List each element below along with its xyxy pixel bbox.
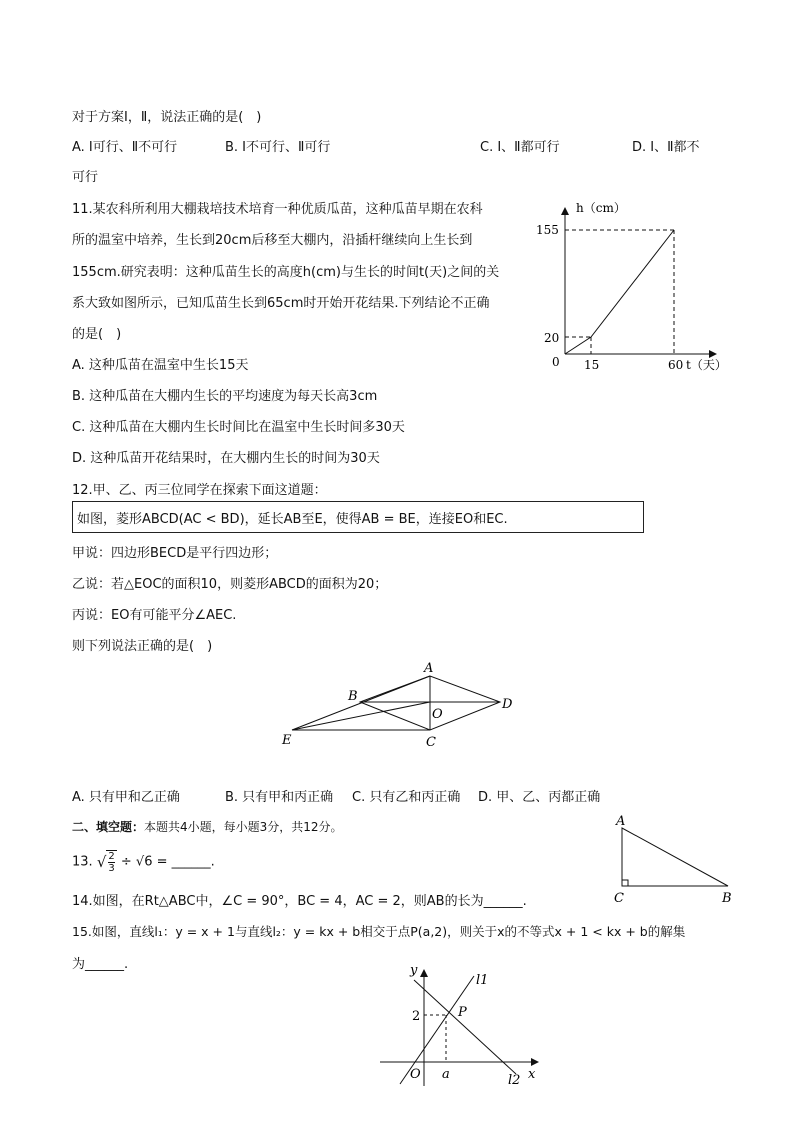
q11-option-a: A. 这种瓜苗在温室中生长15天 [72,358,249,373]
q12-ask: 则下列说法正确的是( ) [72,639,213,654]
q11-line-4: 系大致如图所示，已知瓜苗生长到65cm时开始开花结果.下列结论不正确 [72,296,490,311]
q12-intro: 12.甲、乙、丙三位同学在探索下面这道题： [72,483,327,498]
label-b: B [348,689,358,704]
section-desc: 本题共4小题，每小题3分，共12分。 [144,820,343,834]
growth-graph [536,196,740,376]
label-a: a [442,1067,450,1082]
label-e: E [282,733,292,748]
q10-option-b: B. Ⅰ不可行、Ⅱ可行 [225,140,331,155]
q11-line-2: 所的温室中培养，生长到20cm后移至大棚内，沿插杆继续向上生长到 [72,233,473,248]
label-p: P [458,1005,467,1020]
q12-option-c: C. 只有乙和丙正确 [352,790,461,805]
x-tick-15: 15 [584,358,600,372]
q13-line [72,850,215,874]
growth-line [565,230,674,354]
q11-line-1: 11.某农科所利用大棚栽培技术培育一种优质瓜苗，这种瓜苗早期在农科 [72,202,483,217]
x-axis-label: t（天） [686,358,727,372]
label-2: 2 [412,1009,421,1024]
label-l2: l2 [508,1073,521,1088]
label-c: C [426,735,436,750]
lines-figure [372,962,552,1092]
q15-line-1: 15.如图，直线l₁：y = x + 1与直线l₂：y = kx + b相交于点P(a,2)，则关于x的不等式x + 1 < kx + b的解集 [72,924,686,939]
triangle-figure [606,812,746,908]
q13-rest: ÷ √6 = ______. [120,854,215,870]
line-l2 [414,980,516,1074]
q12-problem-box [72,501,644,533]
label-x: x [528,1067,536,1082]
q11-option-b: B. 这种瓜苗在大棚内生长的平均速度为每天长高3cm [72,389,378,404]
q11-option-d: D. 这种瓜苗开花结果时，在大棚内生长的时间为30天 [72,451,380,466]
q12-option-d: D. 甲、乙、丙都正确 [478,790,601,805]
q13-fraction [106,850,116,874]
q12-jia: 甲说：四边形BECD是平行四边形； [72,546,278,561]
label-l1: l1 [476,973,489,988]
q11-line-5: 的是( ) [72,327,122,342]
q13-number: 13. [72,854,93,870]
q12-problem-text: 如图，菱形ABCD(AC < BD)，延长AB至E，使得AB = BE，连接EO和EC. [77,512,508,527]
y-tick-155: 155 [536,223,559,237]
y-axis-label: h（cm） [576,201,626,215]
frac-num: 2 [108,851,115,862]
label-o: O [410,1067,421,1082]
x-tick-60: 60 [668,358,684,372]
q12-option-b: B. 只有甲和丙正确 [225,790,334,805]
y-tick-20: 20 [544,331,560,345]
q10-option-c: C. Ⅰ、Ⅱ都可行 [480,140,560,155]
rhombus-figure [270,656,530,756]
origin-label: 0 [552,355,560,369]
label-d: D [502,697,513,712]
tri-label-c: C [614,891,624,906]
sqrt-sign: √ [96,853,107,871]
section-heading [72,818,343,835]
label-o: O [432,707,443,722]
label-a: A [424,661,434,676]
q15-line-2: 为______. [72,957,129,972]
tri-label-a: A [616,814,626,829]
label-y: y [410,963,418,978]
q11-option-c: C. 这种瓜苗在大棚内生长时间比在温室中生长时间多30天 [72,420,405,435]
q12-bing: 丙说：EO有可能平分∠AEC. [72,608,237,623]
q10-option-a: A. Ⅰ可行、Ⅱ不可行 [72,140,178,155]
q10-prompt: 对于方案Ⅰ，Ⅱ，说法正确的是( ) [72,110,262,125]
q11-line-3: 155cm.研究表明：这种瓜苗生长的高度h(cm)与生长的时间t(天)之间的关 [72,265,500,280]
q10-option-d-wrap: 可行 [72,170,99,185]
section-title: 二、填空题： [72,820,145,834]
frac-den: 3 [108,863,115,874]
tri-label-b: B [722,891,732,906]
q10-option-d: D. Ⅰ、Ⅱ都不 [632,140,700,155]
q12-option-a: A. 只有甲和乙正确 [72,790,180,805]
q12-yi: 乙说：若△EOC的面积10，则菱形ABCD的面积为20； [72,577,388,592]
q14-text: 14.如图，在Rt△ABC中，∠C = 90°，BC = 4，AC = 2，则AB的长为______. [72,894,527,909]
